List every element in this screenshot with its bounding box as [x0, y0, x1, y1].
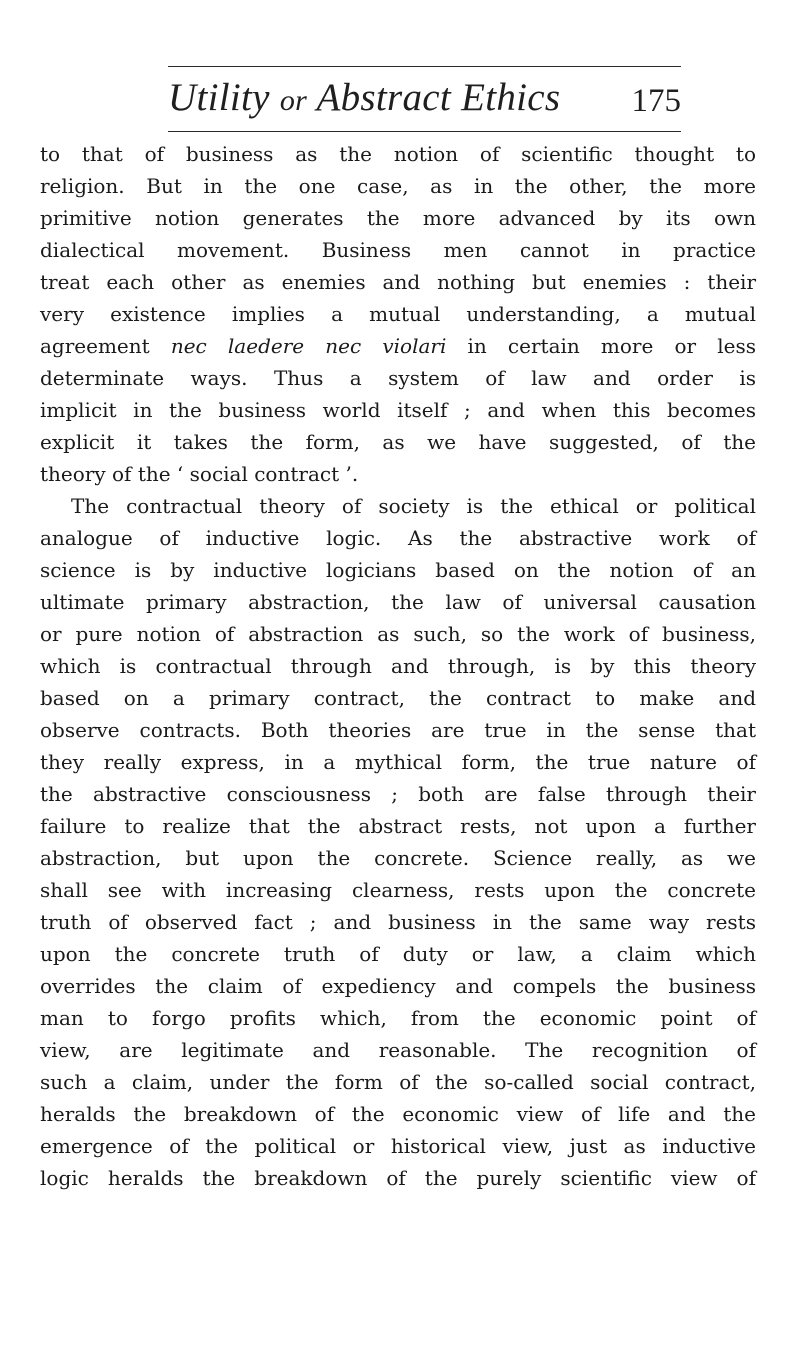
latin-phrase: nec laedere nec violari [170, 334, 447, 358]
running-title [168, 74, 560, 125]
page-number: 175 [631, 83, 681, 119]
text-line: based on a primary contract, the contract to make and [40, 686, 756, 710]
text-segment: agreement [40, 334, 150, 358]
text-line: religion. But in the one case, as in the other, the more [40, 174, 756, 198]
running-title-part1: Utility [168, 76, 270, 119]
running-title-or: or [279, 84, 308, 117]
text-line: analogue of inductive logic. As the abstractive work of [40, 526, 756, 550]
text-line: such a claim, under the form of the so-called social contract, [40, 1070, 756, 1094]
text-line: very existence implies a mutual understanding, a mutual [40, 302, 756, 326]
text-line: to that of business as the notion of scientific thought to [40, 142, 756, 166]
text-line: which is contractual through and through, is by this theory [40, 654, 756, 678]
text-line: science is by inductive logicians based on the notion of an [40, 558, 756, 582]
header-rule-bottom [168, 131, 681, 132]
text-line: view, are legitimate and reasonable. The recognition of [40, 1038, 756, 1062]
text-line: implicit in the business world itself ; and when this becomes [40, 398, 756, 422]
text-line: observe contracts. Both theories are true in the sense that [40, 718, 756, 742]
text-line: shall see with increasing clearness, rests upon the concrete [40, 878, 756, 902]
text-line: failure to realize that the abstract rests, not upon a further [40, 814, 756, 838]
body-text [40, 138, 756, 1194]
header-rule-top [168, 66, 681, 67]
text-line: ultimate primary abstraction, the law of universal causation [40, 590, 756, 614]
text-line: determinate ways. Thus a system of law and order is [40, 366, 756, 390]
text-line: primitive notion generates the more advanced by its own [40, 206, 756, 230]
text-line: man to forgo profits which, from the economic point of [40, 1006, 756, 1030]
text-segment: in certain more or less [467, 334, 756, 358]
text-line: or pure notion of abstraction as such, so the work of business, [40, 622, 756, 646]
text-line: emergence of the political or historical view, just as inductive [40, 1134, 756, 1158]
text-line: explicit it takes the form, as we have suggested, of the [40, 430, 756, 454]
text-line: heralds the breakdown of the economic view of life and the [40, 1102, 756, 1126]
text-line: logic heralds the breakdown of the purely scientific view of [40, 1166, 756, 1190]
text-line: abstraction, but upon the concrete. Science really, as we [40, 846, 756, 870]
text-line: theory of the ‘ social contract ’. [40, 462, 359, 486]
text-line: The contractual theory of society is the ethical or political [71, 494, 756, 518]
text-line: they really express, in a mythical form, the true nature of [40, 750, 756, 774]
text-line: dialectical movement. Business men cannot in practice [40, 238, 756, 262]
text-line: upon the concrete truth of duty or law, a claim which [40, 942, 756, 966]
text-line: the abstractive consciousness ; both are false through their [40, 782, 756, 806]
running-title-part2: Abstract Ethics [316, 76, 561, 119]
text-line: treat each other as enemies and nothing but enemies : their [40, 270, 756, 294]
text-line-latin [40, 330, 756, 362]
text-line: overrides the claim of expediency and compels the business [40, 974, 756, 998]
text-line: truth of observed fact ; and business in the same way rests [40, 910, 756, 934]
